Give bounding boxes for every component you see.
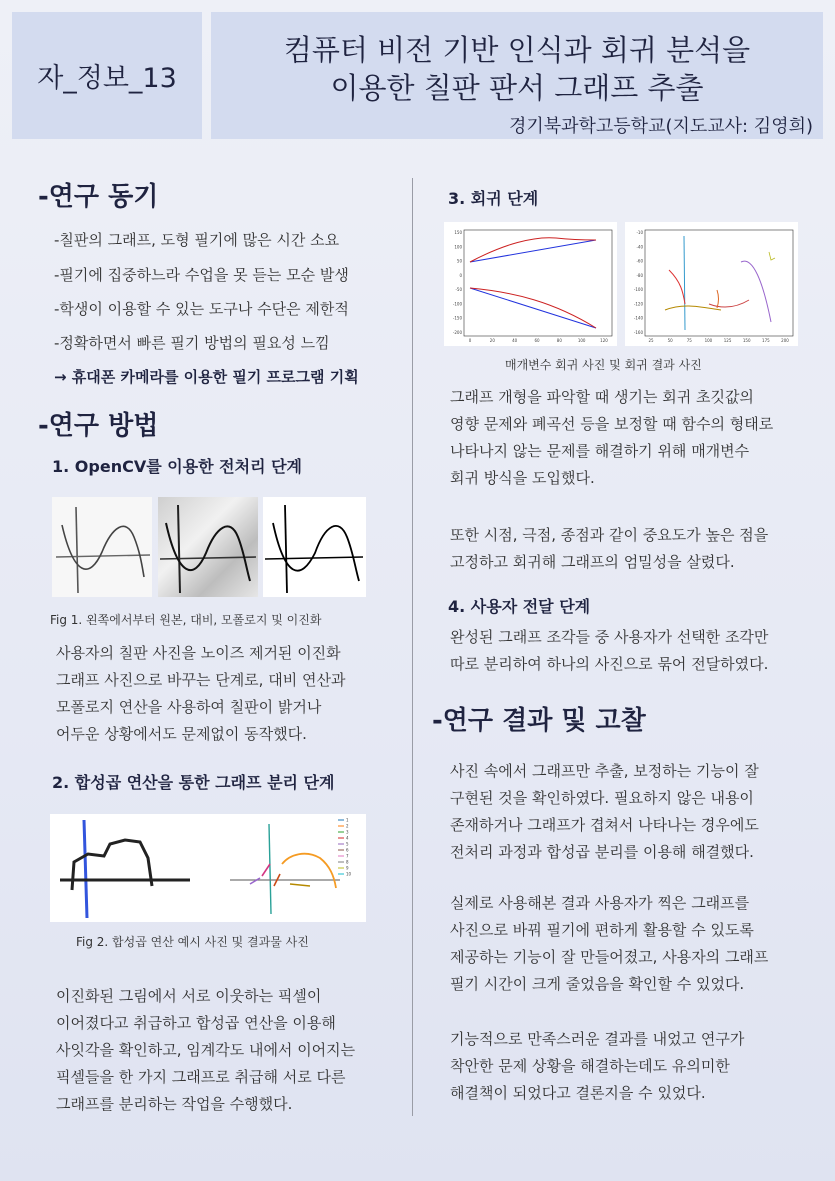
step4-line: 완성된 그래프 조각들 중 사용자가 선택한 조각만: [450, 628, 769, 646]
method-heading: -연구 방법: [38, 411, 159, 441]
parametric-regression-plot: [444, 222, 617, 346]
step3-paragraph-1: [450, 384, 773, 492]
original-board-photo: [52, 497, 152, 597]
plot2-xticks: [648, 338, 789, 343]
motivation-bullet: -정확하면서 빠른 필기 방법의 필요성 느낌: [54, 334, 330, 352]
plot1-xticks: [469, 338, 609, 343]
step1-line: 그래프 사진으로 바꾸는 단계로, 대비 연산과: [56, 671, 346, 689]
results-line: 기능적으로 만족스러운 결과를 내었고 연구가: [450, 1030, 745, 1048]
legend-label: 7: [346, 853, 349, 859]
results-line: 사진 속에서 그래프만 추출, 보정하는 기능이 잘: [450, 762, 759, 780]
tick-label: -160: [633, 330, 643, 335]
results-line: 착안한 문제 상황을 해결하는데도 유의미한: [450, 1057, 730, 1075]
step1-title: 1. OpenCV를 이용한 전처리 단계: [52, 457, 303, 476]
tick-label: 100: [704, 338, 713, 343]
tick-label: -50: [455, 287, 462, 293]
results-line: 제공하는 기능이 잘 만들어졌고, 사용자의 그래프: [450, 948, 769, 966]
fig1-caption: Fig 1. 왼쪽에서부터 원본, 대비, 모폴로지 및 이진화: [50, 613, 322, 627]
legend-label: 10: [346, 871, 352, 877]
tick-label: -140: [633, 315, 643, 321]
legend-label: 2: [346, 823, 349, 829]
results-line: 실제로 사용해본 결과 사용자가 찍은 그래프를: [450, 894, 750, 912]
step2-line: 사잇각을 확인하고, 임계각도 내에서 이어지는: [56, 1041, 356, 1059]
poster-code: 자_정보_13: [37, 63, 177, 94]
step3-line: 고정하고 회귀해 그래프의 엄밀성을 살렸다.: [450, 553, 735, 571]
results-line: 사진으로 바꿔 필기에 편하게 활용할 수 있도록: [450, 921, 754, 939]
tick-label: -120: [633, 301, 643, 307]
step1-line: 모폴로지 연산을 사용하여 칠판이 밝거나: [56, 698, 322, 716]
tick-label: 50: [456, 258, 462, 264]
tick-label: 25: [648, 338, 654, 343]
results-paragraph-3: [450, 1026, 744, 1107]
school-name: 경기북과학고등학교(지도교사: 김영희): [508, 116, 813, 137]
tick-label: -60: [636, 258, 643, 264]
step3-line: 회귀 방식을 도입했다.: [450, 469, 595, 487]
tick-label: 50: [667, 338, 673, 343]
step4-title: 4. 사용자 전달 단계: [448, 597, 591, 616]
tick-label: 60: [534, 338, 540, 343]
step3-line: 그래프 개형을 파악할 때 생기는 회귀 초깃값의: [450, 388, 754, 406]
step1-line: 사용자의 칠판 사진을 노이즈 제거된 이진화: [56, 644, 341, 662]
tick-label: 120: [600, 338, 608, 343]
step2-line: 이어졌다고 취급하고 합성곱 연산을 이용해: [56, 1014, 336, 1032]
tick-label: 0: [468, 338, 472, 343]
step3-line: 나타나지 않는 문제를 해결하기 위해 매개변수: [450, 442, 750, 460]
tick-label: 125: [723, 338, 732, 343]
step1-paragraph: [56, 640, 345, 748]
tick-label: -10: [636, 230, 643, 235]
tick-label: 100: [454, 244, 462, 250]
tick-label: 150: [742, 338, 751, 343]
results-line: 구현된 것을 확인하였다. 필요하지 않은 내용이: [450, 789, 754, 807]
step2-line: 이진화된 그림에서 서로 이웃하는 픽셀이: [56, 987, 322, 1005]
results-line: 해결책이 되었다고 결론지을 수 있었다.: [450, 1084, 706, 1102]
motivation-bullet: -학생이 이용할 수 있는 도구나 수단은 제한적: [54, 300, 349, 318]
results-heading: -연구 결과 및 고찰: [432, 706, 646, 736]
plot2-yticks: [634, 230, 644, 335]
legend: [338, 818, 352, 877]
binarized-board-photo: [263, 497, 366, 597]
step4-line: 따로 분리하여 하나의 사진으로 묶어 전달하였다.: [450, 655, 769, 673]
tick-label: -200: [452, 330, 462, 335]
fig2-caption: Fig 2. 합성곱 연산 예시 사진 및 결과물 사진: [76, 935, 309, 949]
tick-label: -150: [452, 315, 462, 321]
regression-result-plot: [625, 222, 798, 346]
legend-label: 3: [346, 829, 349, 835]
tick-label: 75: [686, 338, 692, 343]
step1-line: 어두운 상황에서도 문제없이 동작했다.: [56, 725, 307, 743]
legend-label: 8: [346, 859, 349, 865]
results-paragraph-1: [450, 758, 759, 866]
results-line: 존재하거나 그래프가 겹쳐서 나타나는 경우에도: [450, 816, 759, 834]
legend-label: 6: [346, 847, 349, 853]
legend-label: 5: [346, 841, 349, 847]
tick-label: 150: [454, 230, 462, 235]
convolution-figure: [50, 814, 366, 922]
tick-label: 175: [762, 338, 770, 343]
step2-line: 픽셀들을 한 가지 그래프로 취급해 서로 다른: [56, 1068, 346, 1086]
tick-label: 0: [459, 272, 462, 278]
tick-label: -100: [633, 287, 643, 293]
title-box: [211, 12, 823, 139]
step4-paragraph: [450, 624, 768, 678]
results-line: 필기 시간이 크게 줄었음을 확인할 수 있었다.: [450, 975, 745, 993]
motivation-heading: -연구 동기: [38, 182, 159, 212]
tick-label: 100: [577, 338, 586, 343]
column-divider: [412, 178, 413, 1116]
tick-label: 40: [512, 338, 518, 343]
step3-paragraph-2: [450, 522, 768, 576]
title-line-1: 컴퓨터 비전 기반 인식과 회귀 분석을: [283, 33, 751, 67]
motivation-conclusion: → 휴대폰 카메라를 이용한 필기 프로그램 기획: [54, 368, 359, 386]
tick-label: -80: [636, 272, 643, 278]
step2-line: 그래프를 분리하는 작업을 수행했다.: [56, 1095, 293, 1113]
results-paragraph-2: [450, 890, 768, 998]
results-line: 전처리 과정과 합성곱 분리를 이용해 해결했다.: [450, 843, 754, 861]
legend-label: 9: [346, 865, 349, 871]
tick-label: -40: [636, 244, 643, 250]
step3-line: 영향 문제와 폐곡선 등을 보정할 때 함수의 형태로: [450, 415, 774, 433]
plot1-yticks: [453, 230, 463, 335]
step3-line: 또한 시점, 극점, 종점과 같이 중요도가 높은 점을: [450, 526, 769, 544]
tick-label: 20: [489, 338, 495, 343]
title-line-2: 이용한 칠판 판서 그래프 추출: [330, 71, 704, 105]
motivation-bullet: -칠판의 그래프, 도형 필기에 많은 시간 소요: [54, 231, 340, 249]
motivation-bullet: -필기에 집중하느라 수업을 못 듣는 모순 발생: [54, 266, 349, 284]
legend-label: 1: [346, 817, 349, 823]
step2-paragraph: [56, 983, 355, 1118]
contrast-board-photo: [158, 497, 258, 597]
fig3-caption: 매개변수 회귀 사진 및 회귀 결과 사진: [505, 358, 702, 372]
tick-label: -100: [452, 301, 462, 307]
tick-label: 200: [781, 338, 789, 343]
step3-title: 3. 회귀 단계: [448, 189, 539, 208]
legend-label: 4: [346, 835, 349, 841]
poster-code-box: [12, 12, 202, 139]
step2-title: 2. 합성곱 연산을 통한 그래프 분리 단계: [52, 773, 335, 792]
tick-label: 80: [556, 338, 562, 343]
